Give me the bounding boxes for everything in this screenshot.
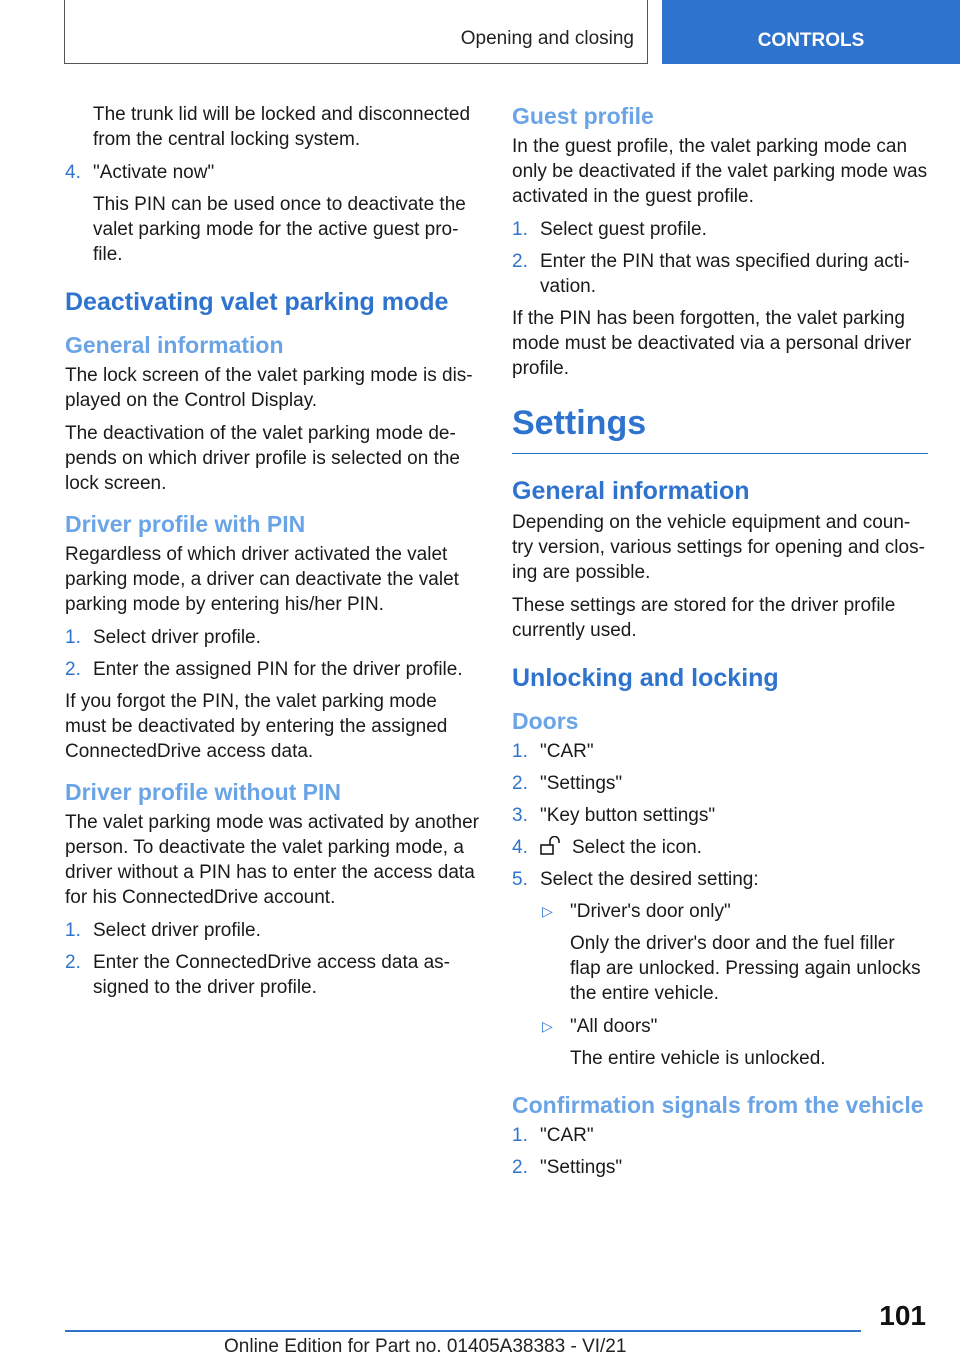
list-number: 1.: [512, 219, 528, 240]
list-number: 1.: [512, 1125, 528, 1146]
header-tab-controls[interactable]: CONTROLS: [662, 0, 960, 64]
heading-driver-profile-without-pin: Driver profile without PIN: [65, 779, 342, 805]
list-text: Select driver profile.: [93, 920, 261, 941]
list-item: [512, 739, 928, 764]
list-number: 2.: [512, 773, 528, 794]
heading-confirmation-signals: Confirmation signals from the vehicle: [512, 1092, 924, 1118]
list-number: 4.: [65, 162, 81, 183]
heading-guest-profile: Guest profile: [512, 103, 654, 129]
paragraph: If you forgot the PIN, the valet parking mode must be deactivated by entering the assigned ConnectedDrive access data.: [65, 691, 448, 762]
option-label: "Driver's door only": [570, 901, 731, 922]
intro-continuation: The trunk lid will be locked and disconnected from the central locking system.: [93, 104, 471, 150]
paragraph: If the PIN has been forgotten, the valet parking mode must be deactivated via a personal driver profile.: [512, 308, 912, 379]
list-number: 5.: [512, 869, 528, 890]
option-description: The entire vehicle is unlocked.: [570, 1048, 826, 1069]
paragraph: The lock screen of the valet parking mode is dis-played on the Control Display.: [65, 365, 473, 411]
list-text: Select the desired setting:: [540, 869, 759, 890]
list-text: "CAR": [540, 741, 594, 762]
paragraph: In the guest profile, the valet parking mode can only be deactivated if the valet parking mode was activated in the guest profile.: [512, 136, 928, 207]
paragraph: These settings are stored for the driver profile currently used.: [512, 595, 896, 641]
heading-unlocking-locking: Unlocking and locking: [512, 664, 779, 692]
list-text: "CAR": [540, 1125, 594, 1146]
unlock-icon: [540, 836, 562, 856]
heading-general-information: General information: [65, 332, 284, 358]
list-item: [512, 867, 928, 892]
list-description: This PIN can be used once to deactivate the valet parking mode for the active guest pro-file.: [93, 194, 466, 265]
list-text: Select driver profile.: [93, 627, 261, 648]
list-number: 1.: [512, 741, 528, 762]
header-section-title: Opening and closing: [460, 28, 634, 49]
triangle-bullet-icon: ▷: [542, 903, 553, 919]
list-item: [65, 160, 480, 185]
list-item: [512, 1123, 928, 1148]
list-text: [540, 835, 702, 860]
list-number: 2.: [512, 1157, 528, 1178]
footer-divider: [65, 1330, 861, 1332]
list-number: 1.: [65, 627, 81, 648]
option-description: Only the driver's door and the fuel filler flap are unlocked. Pressing again unlocks the entire vehicle.: [570, 933, 921, 1004]
paragraph: Depending on the vehicle equipment and coun-try version, various settings for opening and clos-ing are possible.: [512, 512, 925, 583]
list-text: Select guest profile.: [540, 219, 707, 240]
list-item: [512, 1155, 928, 1180]
heading-deactivating: Deactivating valet parking mode: [65, 288, 449, 316]
list-text: "Key button settings": [540, 805, 716, 826]
list-text: "Activate now": [93, 162, 215, 183]
list-text: Enter the PIN that was specified during acti-vation.: [540, 251, 910, 297]
paragraph: The valet parking mode was activated by another person. To deactivate the valet parking mode, a driver without a PIN has to enter the access data for his ConnectedDrive account.: [65, 812, 480, 908]
list-number: 2.: [512, 251, 528, 272]
list-number: 2.: [65, 659, 81, 680]
triangle-bullet-icon: ▷: [542, 1018, 553, 1034]
heading-general-information: General information: [512, 477, 750, 505]
heading-doors: Doors: [512, 708, 579, 734]
footer-edition: Online Edition for Part no. 01405A38383 - VI/21: [224, 1336, 627, 1357]
left-column: [65, 102, 480, 1007]
list-item: [512, 249, 928, 299]
paragraph: The deactivation of the valet parking mode de-pends on which driver profile is selected on the lock screen.: [65, 423, 461, 494]
list-item: [65, 950, 480, 1000]
list-number: 1.: [65, 920, 81, 941]
list-item: [65, 918, 480, 943]
list-item: [512, 771, 928, 796]
list-item: [512, 803, 928, 828]
option-item: [540, 899, 928, 924]
heading-driver-profile-pin: Driver profile with PIN: [65, 511, 306, 537]
list-number: 3.: [512, 805, 528, 826]
right-column: [512, 102, 928, 1187]
list-item: [512, 217, 928, 242]
list-text: "Settings": [540, 1157, 623, 1178]
step4-text: Select the icon.: [572, 837, 702, 858]
list-item: [65, 625, 480, 650]
heading-settings: Settings: [512, 403, 928, 454]
list-item: [65, 657, 480, 682]
list-number: 2.: [65, 952, 81, 973]
option-item: [540, 1014, 928, 1039]
list-item: [512, 835, 928, 860]
option-label: "All doors": [570, 1016, 658, 1037]
paragraph: Regardless of which driver activated the valet parking mode, a driver can deactivate the valet parking mode by entering his/her PIN.: [65, 544, 459, 615]
list-text: "Settings": [540, 773, 623, 794]
page-number: 101: [879, 1300, 926, 1331]
list-text: Enter the ConnectedDrive access data as-signed to the driver profile.: [93, 952, 450, 998]
list-number: 4.: [512, 837, 528, 858]
list-text: Enter the assigned PIN for the driver profile.: [93, 659, 463, 680]
